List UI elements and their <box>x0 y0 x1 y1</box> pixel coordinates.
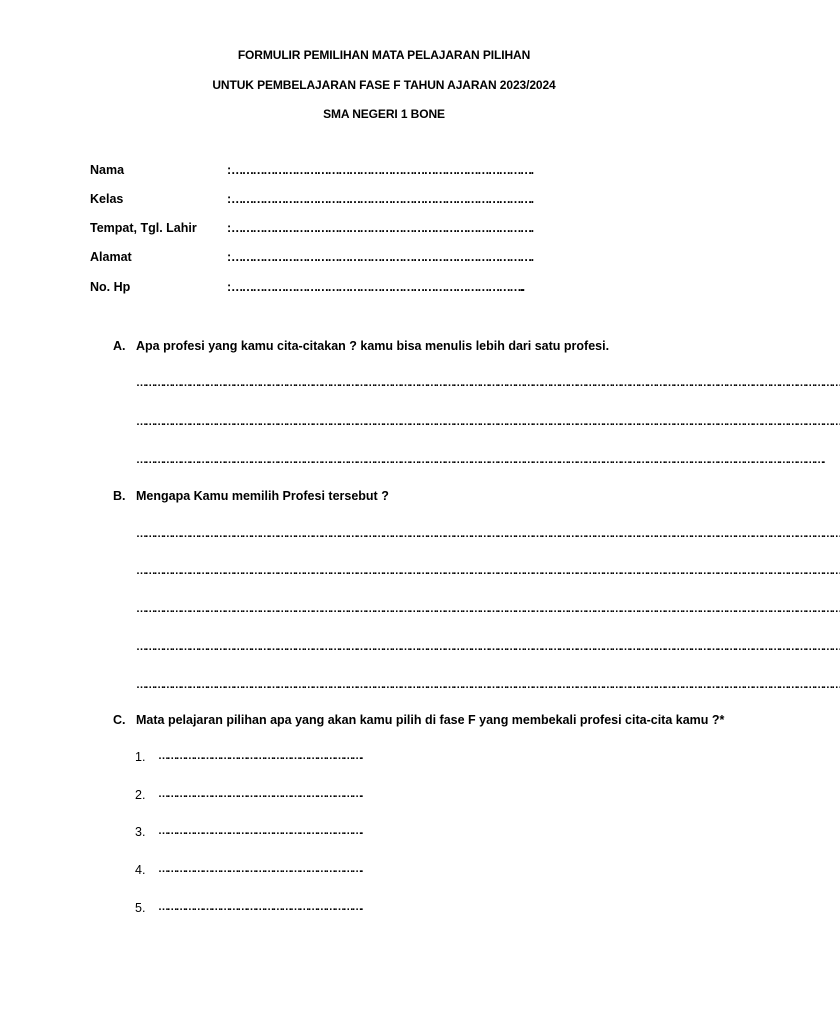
c-item-3-number: 3. <box>135 825 146 839</box>
question-b-mark: B. <box>113 489 126 503</box>
question-a-mark: A. <box>113 339 126 353</box>
c-item-4-number: 4. <box>135 863 146 877</box>
question-c-text: Mata pelajaran pilihan apa yang akan kamu pilih di fase F yang membekali profesi cita-cita kamu ?* <box>136 713 725 727</box>
field-ttl-label: Tempat, Tgl. Lahir <box>90 221 197 235</box>
field-nama-blank[interactable]: : …………………………………………………………………………. <box>227 163 533 177</box>
c-item-5-blank[interactable]: ……………………………………………………………. <box>158 901 362 913</box>
field-nama-label: Nama <box>90 163 125 177</box>
form-subtitle: UNTUK PEMBELAJARAN FASE F TAHUN AJARAN 2023/2024 <box>212 78 556 92</box>
question-a-text: Apa profesi yang kamu cita-citakan ? kamu bisa menulis lebih dari satu profesi. <box>136 339 610 353</box>
field-kelas-label: Kelas <box>90 192 124 206</box>
school-name: SMA NEGERI 1 BONE <box>323 107 445 121</box>
question-c-mark: C. <box>113 713 126 727</box>
c-item-5-number: 5. <box>135 901 146 915</box>
c-item-2-blank[interactable]: ……………………………………………………………. <box>158 788 362 800</box>
question-b-text: Mengapa Kamu memilih Profesi tersebut ? <box>136 489 389 503</box>
c-item-2-number: 2. <box>135 788 146 802</box>
form-title: FORMULIR PEMILIHAN MATA PELAJARAN PILIHAN <box>237 48 531 62</box>
c-item-1-number: 1. <box>135 750 146 764</box>
answer-b-line-5[interactable]: …………………………………………………………………………………………………………………………………………………………………………………………………………………… <box>136 679 840 691</box>
answer-b-line-4[interactable]: …………………………………………………………………………………………………………………………………………………………………………………………………………………… <box>136 641 840 653</box>
field-kelas-blank[interactable]: : …………………………………………………………………………. <box>227 192 533 206</box>
answer-b-line-2[interactable]: …………………………………………………………………………………………………………………………………………………………………………………………………………………… <box>136 565 840 577</box>
field-hp-label: No. Hp <box>90 280 131 294</box>
answer-a-line-1[interactable]: …………………………………………………………………………………………………………………………………………………………………………………………………………………… <box>136 377 840 389</box>
field-hp-blank[interactable]: : ……………………………………………………………………….. <box>227 280 524 294</box>
c-item-1-blank[interactable]: ……………………………………………………………. <box>158 750 362 762</box>
answer-b-line-3[interactable]: …………………………………………………………………………………………………………………………………………………………………………………………………………………… <box>136 603 840 615</box>
field-alamat-blank[interactable]: : …………………………………………………………………………. <box>227 250 533 264</box>
answer-a-line-3[interactable]: ………………………………………………………………………………………………………………………………………………………………………………………………………………. <box>136 454 824 466</box>
c-item-3-blank[interactable]: ……………………………………………………………. <box>158 825 362 837</box>
field-alamat-label: Alamat <box>90 250 132 264</box>
c-item-4-blank[interactable]: ……………………………………………………………. <box>158 863 362 875</box>
answer-a-line-2[interactable]: …………………………………………………………………………………………………………………………………………………………………………………………………………………… <box>136 416 840 428</box>
answer-b-line-1[interactable]: …………………………………………………………………………………………………………………………………………………………………………………………………………………… <box>136 528 840 540</box>
field-ttl-blank[interactable]: : …………………………………………………………………………. <box>227 221 533 235</box>
